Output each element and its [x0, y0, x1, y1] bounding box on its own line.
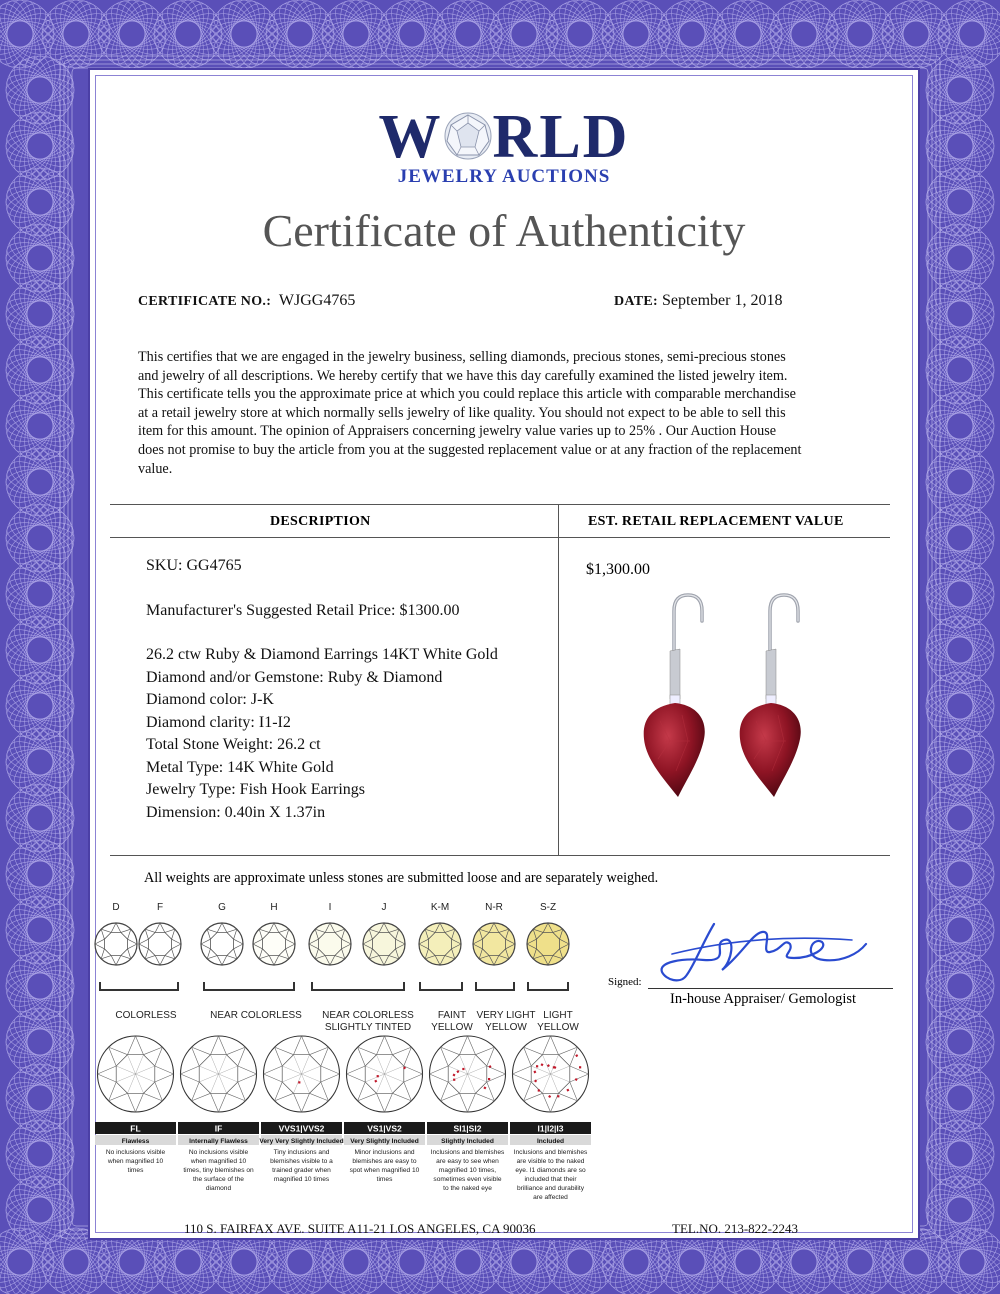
clarity-name: Flawless [121, 1138, 150, 1145]
color-group-bracket [312, 982, 404, 990]
sku: SKU: GG4765 [146, 557, 242, 574]
diamond-gem-icon [443, 111, 493, 161]
table-header [110, 505, 890, 538]
clarity-description: times [127, 1167, 144, 1174]
color-group-label: NEAR COLORLESS SLIGHTLY TINTED [322, 1010, 414, 1033]
signature-area [608, 914, 898, 1007]
color-grade-diamond [201, 923, 243, 965]
detail-line: Diamond and/or Gemstone: Ruby & Diamond [146, 668, 443, 686]
color-grade-label: K-M [430, 902, 450, 913]
clarity-description: No inclusions visible [188, 1149, 249, 1156]
clarity-description: when magnified 10 [190, 1158, 247, 1165]
color-group-bracket [100, 982, 178, 990]
color-grade-diamond [139, 923, 181, 965]
clarity-description: blemishes visible to a [270, 1158, 333, 1165]
certification-statement: This certifies that we are engaged in the jewelry business, selling diamonds, precious stones, semi-precious stones and jewelry of all descriptions. We hereby certify that we have this day carefully examined the listed jewelry item. This certificate tells you the approximate price at which you could replace this article with comparable merchandise at a retail jewelry store at which normally sells jewelry of like quality. You should not expect to be able to sell this item for this amount. The opinion of Appraisers concerning jewelry value varies up to 25% . Our Auction House does not promise to buy the article from you at the suggested replacement value or at any fraction of the replacement value. [138, 349, 802, 477]
clarity-name: Very Very Slightly Included [259, 1138, 344, 1145]
clarity-diamond [264, 1036, 340, 1112]
clarity-name: Internally Flawless [189, 1138, 248, 1145]
detail-line: Diamond clarity: I1-I2 [146, 713, 291, 731]
color-grade-label: J [381, 902, 387, 913]
color-group-label: VERY LIGHT YELLOW [476, 1010, 536, 1033]
clarity-grade: VVS1|VVS2 [278, 1123, 325, 1134]
color-grade-label: F [156, 902, 164, 913]
appraiser-title: In-house Appraiser/ Gemologist [670, 991, 857, 1007]
color-group-bracket [476, 982, 514, 990]
weights-note: All weights are approximate unless stones are submitted loose and are separately weighed. [144, 870, 659, 886]
signed-label: Signed: [608, 976, 642, 988]
clarity-diamond [347, 1036, 423, 1112]
page-title: Certificate of Authenticity [262, 205, 746, 256]
value-header: EST. RETAIL REPLACEMENT VALUE [588, 514, 844, 529]
earrings-photo [630, 591, 830, 806]
clarity-description: are easy to see when [436, 1158, 499, 1165]
clarity-description: spot when magnified 10 [349, 1167, 420, 1174]
color-group-label: LIGHT YELLOW [537, 1010, 579, 1033]
clarity-name: Included [536, 1138, 565, 1145]
clarity-description: to the naked eye [443, 1185, 492, 1192]
clarity-grade: FL [130, 1123, 141, 1134]
world-jewelry-auctions-logo: W RLD JEWELRY AUCTIONS [378, 103, 630, 187]
clarity-scale [94, 1030, 594, 1220]
clarity-description: included that their [524, 1176, 577, 1183]
clarity-description: sometimes even visible [433, 1176, 502, 1183]
detail-line: Metal Type: 14K White Gold [146, 758, 334, 776]
clarity-description: are affected [533, 1194, 568, 1201]
color-grade-label: G [218, 902, 226, 913]
color-grade-label: H [270, 902, 278, 913]
clarity-name: Slightly Included [441, 1138, 494, 1145]
clarity-description: Minor inclusions and [354, 1149, 415, 1156]
detail-line: Dimension: 0.40in X 1.37in [146, 803, 326, 821]
clarity-grade: SI1|SI2 [453, 1123, 482, 1134]
msrp: Manufacturer's Suggested Retail Price: $1300.00 [146, 601, 460, 619]
color-grade-label: D [112, 902, 120, 913]
color-group-bracket [528, 982, 568, 990]
color-grade-diamond [473, 923, 515, 965]
column-divider [558, 505, 559, 855]
color-grade-diamond [419, 923, 461, 965]
detail-line: Jewelry Type: Fish Hook Earrings [146, 781, 365, 798]
clarity-description: Inclusions and blemishes [513, 1149, 588, 1156]
signature-line [648, 988, 893, 989]
clarity-diamond [181, 1036, 257, 1112]
clarity-grade: I1|I2|I3 [537, 1123, 564, 1134]
detail-line: Total Stone Weight: 26.2 ct [146, 736, 321, 753]
replacement-value: $1,300.00 [586, 561, 650, 578]
color-grade-label: S-Z [539, 902, 557, 913]
clarity-description: brilliance and durability [516, 1185, 585, 1192]
item-description [146, 555, 546, 824]
clarity-diamond [98, 1036, 174, 1112]
clarity-diamond [430, 1036, 506, 1112]
clarity-name: Very Slightly Included [350, 1138, 419, 1145]
description-header: DESCRIPTION [270, 514, 371, 529]
clarity-description: the surface of the [193, 1176, 244, 1183]
clarity-description: times [376, 1176, 393, 1183]
clarity-description: are visible to the naked [516, 1158, 585, 1165]
certificate-sheet [88, 68, 920, 1240]
color-group-bracket [420, 982, 462, 990]
certificate-number: CERTIFICATE NO.: WJGG4765 [138, 292, 356, 309]
clarity-diamond [513, 1036, 589, 1112]
clarity-grade: IF [214, 1123, 223, 1134]
footer-address: 110 S. FAIRFAX AVE. SUITE A11-21 LOS ANGELES, CA 90036 [184, 1221, 536, 1236]
color-grade-diamond [527, 923, 569, 965]
clarity-description: Inclusions and blemishes [430, 1149, 505, 1156]
certificate-date: DATE: September 1, 2018 [614, 292, 783, 309]
color-grade-label: I [328, 902, 332, 913]
clarity-description: magnified 10 times [273, 1176, 330, 1183]
color-group-label: FAINT YELLOW [431, 1010, 473, 1033]
clarity-description: No inclusions visible [105, 1149, 166, 1156]
clarity-description: times, tiny blemishes on [183, 1167, 254, 1174]
clarity-description: when magnified 10 [107, 1158, 164, 1165]
clarity-description: diamond [205, 1185, 232, 1192]
color-diamonds [94, 916, 584, 1016]
clarity-description: magnified 10 times, [438, 1167, 497, 1174]
color-grade-diamond [95, 923, 137, 965]
color-grade-diamond [253, 923, 295, 965]
color-group-label: COLORLESS [115, 1010, 177, 1021]
color-group-label: NEAR COLORLESS [210, 1010, 302, 1021]
clarity-description: eye. I1 diamonds are so [515, 1167, 586, 1174]
clarity-description: trained grader when [272, 1167, 331, 1174]
color-grade-label: N-R [485, 902, 503, 913]
detail-line: 26.2 ctw Ruby & Diamond Earrings 14KT White Gold [146, 646, 498, 663]
color-group-bracket [204, 982, 294, 990]
footer-phone: TEL.NO. 213-822-2243 [672, 1221, 799, 1236]
clarity-description: Tiny inclusions and [273, 1149, 330, 1156]
detail-line: Diamond color: J-K [146, 691, 274, 708]
color-grade-diamond [363, 923, 405, 965]
signature-scribble [652, 914, 872, 986]
clarity-grade: VS1|VS2 [367, 1123, 402, 1134]
description-table [110, 504, 890, 856]
color-grade-diamond [309, 923, 351, 965]
clarity-description: blemishes are easy to [352, 1158, 417, 1165]
